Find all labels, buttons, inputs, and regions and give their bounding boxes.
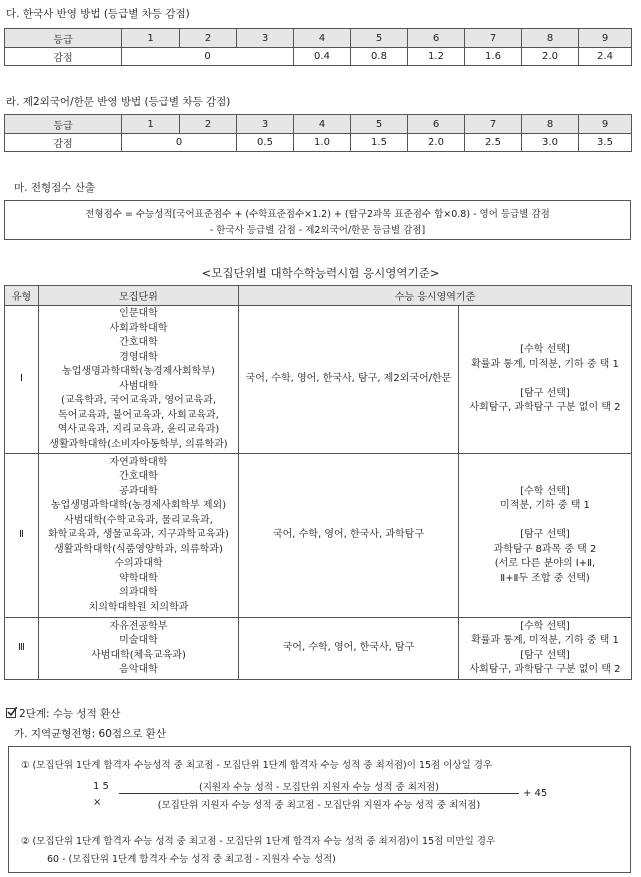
unit-line: 사범대학(체육교육과) (91, 649, 186, 661)
case1-condition: ① (모집단위 1단계 합격자 수능성적 중 최고점 - 모집단위 1단계 합격자 수능 성적 중 최저점)이 15점 이상일 경우 (21, 760, 493, 771)
case1-multiply: × (93, 797, 102, 808)
criteria-line: 과학탐구 8과목 중 택 2 (493, 543, 597, 555)
deduction-cell: 1.5 (351, 134, 408, 152)
criteria-line: [탐구 선택] (520, 529, 570, 541)
grade-header-3: 3 (237, 29, 294, 48)
step2-heading: 2단계: 수능 성적 환산 (19, 708, 121, 720)
deduction-cell: 0.8 (351, 48, 408, 66)
criteria-cell (459, 306, 632, 454)
grade-header-4: 4 (294, 29, 351, 48)
grade-header-7: 7 (465, 115, 522, 134)
criteria-line: [수학 선택] (520, 485, 570, 497)
units-cell (39, 306, 239, 454)
grade-header-3: 3 (237, 115, 294, 134)
unit-line: 사범대학(수학교육과, 물리교육과, (64, 514, 213, 526)
deduction-cell: 1.6 (465, 48, 522, 66)
checked-box-icon (6, 708, 16, 718)
case1-plus: + 45 (523, 788, 548, 799)
grade-header-label: 등급 (5, 29, 122, 48)
unit-line: 간호대학 (119, 337, 158, 348)
unit-line: 음악대학 (119, 664, 158, 675)
criteria-line: [수학 선택] (520, 344, 570, 356)
criteria-line: 사회탐구, 과학탐구 구분 없이 택 2 (469, 402, 621, 414)
unit-line: 생활과학대학(식품영양학과, 의류학과) (54, 543, 223, 555)
criteria-line: [탐구 선택] (520, 649, 570, 661)
deduction-cell: 0.4 (294, 48, 351, 66)
case1-numerator: (지원자 수능 성적 - 모집단위 지원자 수능 성적 중 최저점) (199, 782, 439, 793)
areas-cell: 국어, 수학, 영어, 한국사, 과학탐구 (239, 454, 459, 618)
type-cell: Ⅰ (5, 306, 39, 454)
deduction-zero-cell: 0 (122, 48, 294, 66)
grade-header-9: 9 (579, 115, 632, 134)
unit-line: 간호대학 (119, 471, 158, 483)
unit-line: 농업생명과학대학(농경제사회학부) (62, 366, 215, 377)
grade-header-1: 1 (122, 29, 180, 48)
grade-header-2: 2 (180, 115, 237, 134)
step2-subheading: 가. 지역균형전형: 60점으로 환산 (14, 728, 166, 740)
major-table-title: <모집단위별 대학수학능력시험 응시영역기준> (201, 266, 440, 280)
unit-line: 인문대학 (119, 308, 158, 319)
header-unit: 모집단위 (39, 286, 239, 306)
korean-history-deduction-table (4, 28, 632, 66)
grade-header-1: 1 (122, 115, 180, 134)
unit-line: 농업생명과학대학(농경제사회학부 제외) (50, 500, 227, 512)
criteria-cell (459, 454, 632, 618)
deduction-cell: 1.0 (294, 134, 351, 152)
second-language-deduction-table (4, 114, 632, 152)
areas-cell: 국어, 수학, 영어, 한국사, 탐구 (239, 618, 459, 680)
case1-fraction-bar (119, 793, 519, 794)
unit-line: 수의과대학 (114, 558, 163, 570)
grade-header-7: 7 (465, 29, 522, 48)
case2-formula: 60 - (모집단위 1단계 합격자 수능 성적 중 최고점 - 지원자 수능 성적) (47, 854, 336, 865)
areas-cell: 국어, 수학, 영어, 한국사, 탐구, 제2외국어/한문 (239, 306, 459, 454)
units-cell (39, 454, 239, 618)
criteria-line: 미적분, 기하 중 택 1 (500, 500, 590, 512)
section-ma-heading: 마. 전형점수 산출 (14, 182, 96, 194)
criteria-line: [수학 선택] (520, 620, 570, 632)
grade-header-6: 6 (408, 115, 465, 134)
grade-header-8: 8 (522, 29, 579, 48)
unit-line: 경영대학 (119, 351, 158, 363)
grade-header-5: 5 (351, 29, 408, 48)
case2-condition: ② (모집단위 1단계 합격자 수능 성적 중 최고점 - 모집단위 1단계 합격자 수능 성적 중 최저점)이 15점 미만일 경우 (21, 836, 496, 847)
deduction-zero-cell: 0 (122, 134, 237, 152)
exam-area-table (4, 285, 632, 680)
unit-line: 사회과학대학 (109, 322, 168, 334)
grade-header-2: 2 (180, 29, 237, 48)
units-cell (39, 618, 239, 680)
grade-header-6: 6 (408, 29, 465, 48)
case1-coefficient: 1 5 (93, 781, 109, 792)
deduction-cell: 2.0 (522, 48, 579, 66)
criteria-line: 사회탐구, 과학탐구 구분 없이 택 2 (469, 664, 621, 675)
unit-line: 독어교육과, 불어교육과, 사회교육과, (58, 409, 219, 421)
grade-header-5: 5 (351, 115, 408, 134)
deduction-row-label: 감점 (5, 48, 122, 66)
criteria-line: Ⅱ+Ⅱ두 조합 중 선택) (500, 572, 590, 584)
grade-header-label: 등급 (5, 115, 122, 134)
criteria-line (459, 372, 631, 387)
unit-line: 공과대학 (119, 485, 158, 497)
conversion-formula-box (8, 746, 631, 873)
header-type: 유형 (5, 286, 39, 306)
criteria-line (459, 514, 631, 529)
deduction-cell: 0.5 (237, 134, 294, 152)
unit-line: 역사교육과, 지리교육과, 윤리교육과) (57, 424, 220, 435)
deduction-cell: 1.2 (408, 48, 465, 66)
deduction-cell: 3.5 (579, 134, 632, 152)
header-criteria: 수능 응시영역기준 (239, 286, 632, 306)
type-cell: Ⅲ (5, 618, 39, 680)
deduction-row-label: 감점 (5, 134, 122, 152)
criteria-line: 확률과 통계, 미적분, 기하 중 택 1 (471, 358, 619, 370)
step2-heading-row (6, 706, 120, 721)
unit-line: 치의학대학원 치의학과 (88, 601, 189, 613)
grade-header-8: 8 (522, 115, 579, 134)
unit-line: 사범대학 (119, 380, 158, 392)
criteria-line: 확률과 통계, 미적분, 기하 중 택 1 (471, 635, 619, 646)
grade-header-4: 4 (294, 115, 351, 134)
grade-header-9: 9 (579, 29, 632, 48)
unit-line: 생활과학대학(소비자아동학부, 의류학과) (49, 438, 228, 450)
unit-line: 자유전공학부 (109, 620, 168, 632)
unit-line: (교육학과, 국어교육과, 영어교육과, (60, 395, 217, 406)
score-formula-line1: 전형점수 = 수능성적[국어표준점수 + (수학표준점수×1.2) + (탐구2과목 표준점수 합×0.8) - 영어 등급별 감점 (85, 209, 550, 220)
case1-denominator: (모집단위 지원자 수능 성적 중 최고점 - 모집단위 지원자 수능 성적 중 최저점) (157, 800, 481, 811)
deduction-cell: 2.5 (465, 134, 522, 152)
unit-line: 자연과학대학 (109, 456, 168, 468)
unit-line: 의과대학 (119, 587, 158, 599)
section-ra-heading: 라. 제2외국어/한문 반영 방법 (등급별 차등 감점) (6, 96, 231, 108)
unit-line: 미술대학 (119, 635, 158, 646)
criteria-line: [탐구 선택] (520, 387, 570, 399)
unit-line: 약학대학 (119, 572, 158, 584)
criteria-line: (서로 다른 분야의 Ⅰ+Ⅱ, (494, 558, 596, 570)
deduction-cell: 2.4 (579, 48, 632, 66)
deduction-cell: 2.0 (408, 134, 465, 152)
criteria-cell (459, 618, 632, 680)
section-da-heading: 다. 한국사 반영 방법 (등급별 차등 감점) (6, 8, 190, 20)
score-formula-box (4, 200, 631, 240)
score-formula-line2: - 한국사 등급별 감점 - 제2외국어/한문 등급별 감점] (209, 225, 426, 236)
unit-line: 화학교육과, 생물교육과, 지구과학교육과) (48, 529, 229, 541)
deduction-cell: 3.0 (522, 134, 579, 152)
type-cell: Ⅱ (5, 454, 39, 618)
